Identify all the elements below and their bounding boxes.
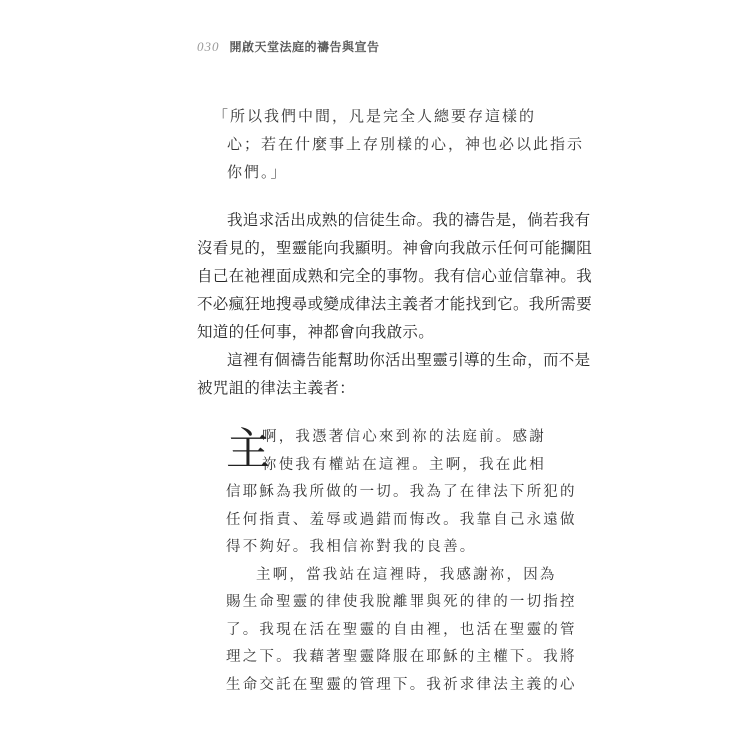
quote-line: 心；若在什麼事上存別樣的心，神也必以此指示 bbox=[227, 135, 585, 153]
quote-line: 你們。」 bbox=[227, 163, 288, 181]
body-line: 這裡有個禱告能幫助你活出聖靈引導的生命，而不是 bbox=[227, 351, 591, 369]
prayer-line: 賜生命聖靈的律使我脫離罪與死的律的一切指控 bbox=[226, 594, 577, 610]
prayer-line: 理之下。我藉著聖靈降服在耶穌的主權下。我將 bbox=[226, 649, 577, 665]
scripture-quote bbox=[213, 102, 585, 186]
prayer-line: 任何指責、羞辱或過錯而悔改。我靠自己永遠做 bbox=[226, 511, 577, 528]
body-line: 我追求活出成熟的信徒生命。我的禱告是，倘若我有 bbox=[227, 211, 591, 229]
page-number: 030 bbox=[197, 39, 220, 54]
body-line: 自己在祂裡面成熟和完全的事物。我有信心並信靠神。我 bbox=[197, 267, 593, 285]
prayer-line: 生命交託在聖靈的管理下。我祈求律法主義的心 bbox=[226, 676, 577, 693]
body-text bbox=[197, 206, 593, 402]
prayer-line: 信耶穌為我所做的一切。我為了在律法下所犯的 bbox=[226, 484, 577, 500]
prayer-line: 祢使我有權站在這裡。主啊，我在此相 bbox=[262, 456, 546, 473]
prayer-first-paragraph bbox=[226, 424, 577, 562]
running-header bbox=[197, 38, 380, 58]
prayer-line: 主啊，當我站在這裡時，我感謝祢，因為 bbox=[256, 566, 557, 583]
body-line: 知道的任何事，神都會向我啟示。 bbox=[197, 323, 435, 341]
prayer-line: 啊，我憑著信心來到祢的法庭前。感謝 bbox=[262, 429, 546, 445]
running-title: 開啟天堂法庭的禱告與宣告 bbox=[229, 40, 380, 54]
body-line: 被咒詛的律法主義者： bbox=[197, 379, 356, 397]
body-line: 沒看見的，聖靈能向我顯明。神會向我啟示任何可能攔阻 bbox=[197, 239, 593, 257]
quote-line: 「所以我們中間，凡是完全人總要存這樣的 bbox=[213, 107, 537, 125]
prayer-line: 了。我現在活在聖靈的自由裡，也活在聖靈的管 bbox=[226, 621, 577, 638]
prayer-line: 得不夠好。我相信祢對我的良善。 bbox=[226, 539, 477, 555]
prayer-block bbox=[226, 424, 577, 699]
drop-cap: 主 bbox=[226, 424, 273, 475]
body-line: 不必瘋狂地搜尋或變成律法主義者才能找到它。我所需要 bbox=[197, 295, 593, 313]
